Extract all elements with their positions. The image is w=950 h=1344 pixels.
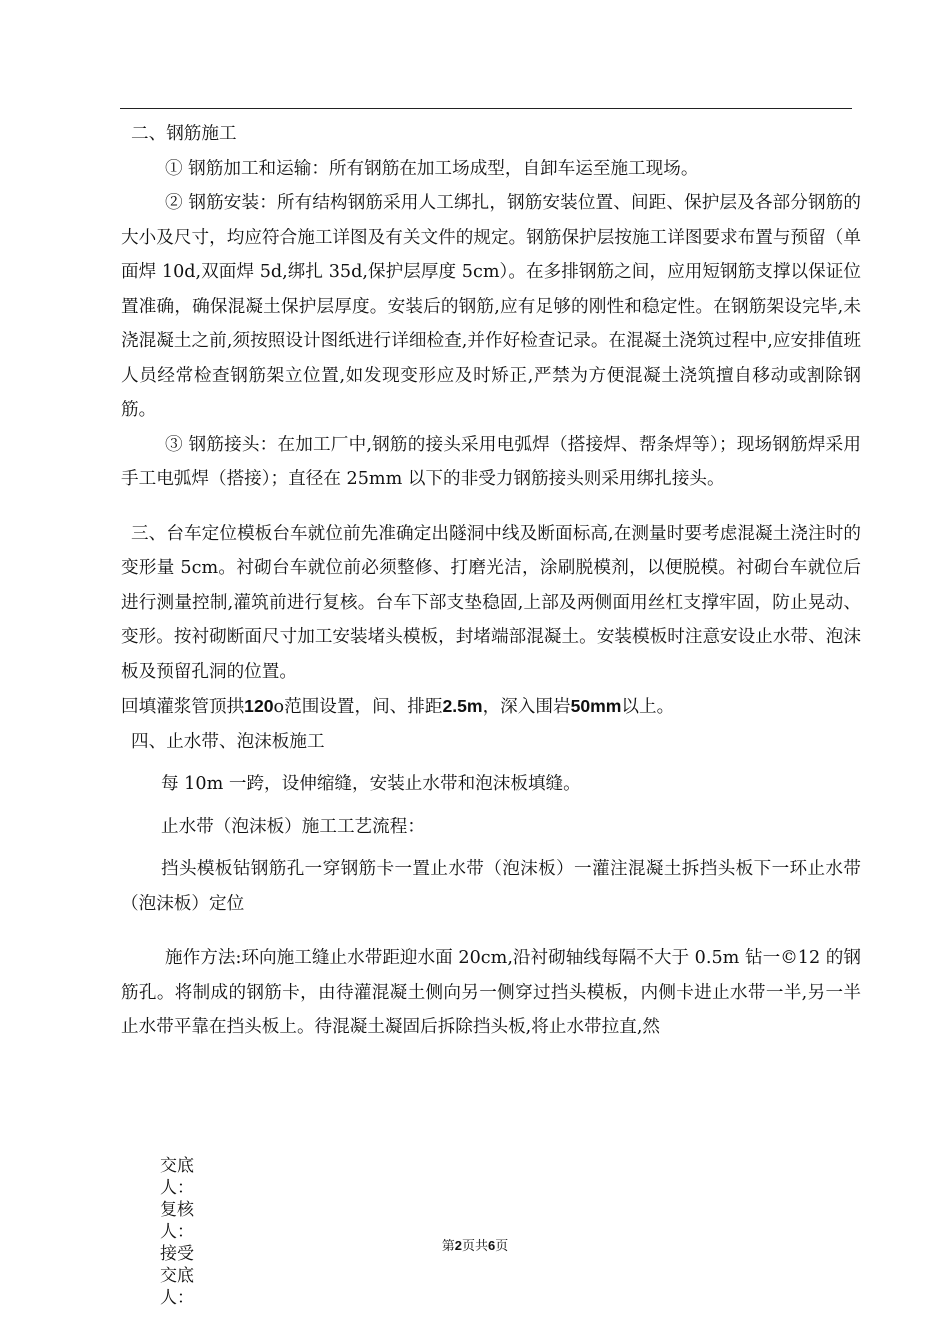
grout-mid2: ，深入围岩 [482,697,571,717]
grout-prefix: 回填灌浆管顶拱 [121,697,245,717]
page-footer [0,1237,950,1256]
grout-angle: 120 [244,696,274,716]
presenter-label: 交底人： [160,1156,194,1198]
waterstop-process-flow: 挡头模板钻钢筋孔一穿钢筋卡一置止水带（泡沫板）一灌注混凝土拆挡头板下一环止水带（泡沫板）定位 [121,859,861,914]
header-rule [120,108,852,109]
waterstop-method-paragraph: 施作方法:环向施工缝止水带距迎水面 20cm,沿衬砌轴线每隔不大于 0.5m 钻一©12 的钢筋孔。将制成的钢筋卡，由待灌混凝土侧向另一侧穿过挡头模板，内侧卡进止水带一半,另一半止水带平靠在挡头板上。待混凝土凝固后拆除挡头板,将止水带拉直,然 [121,948,861,1037]
footer-middle: 页共 [461,1239,488,1254]
trolley-positioning-paragraph: 三、台车定位模板台车就位前先准确定出隧洞中线及断面标高,在测量时要考虑混凝土浇注时的变形量 5cm。衬砌台车就位前必须整修、打磨光洁，涂刷脱模剂，以便脱模。衬砌台车就位后进行测量控制,灌筑前进行复核。台车下部支垫稳固,上部及两侧面用丝杠支撑牢固，防止晃动、变形。按衬砌断面尺寸加工安装堵头模板，封堵端部混凝土。安装模板时注意安设止水带、泡沫板及预留孔洞的位置。 [121,523,861,682]
footer-suffix: 页 [495,1239,509,1254]
footer-total-pages: 6 [488,1238,496,1253]
rebar-joint-paragraph: ③ 钢筋接头：在加工厂中,钢筋的接头采用电弧焊（搭接焊、帮条焊等）；现场钢筋焊采用手工电弧焊（搭接）；直径在 25mm 以下的非受力钢筋接头则采用绑扎接头。 [121,434,861,489]
rebar-processing-paragraph: ① 钢筋加工和运输：所有钢筋在加工场成型，自卸车运至施工现场。 [165,158,699,179]
rebar-installation-paragraph: ② 钢筋安装：所有结构钢筋采用人工绑扎，钢筋安装位置、间距、保护层及各部分钢筋的大小及尺寸，均应符合施工详图及有关文件的规定。钢筋保护层按施工详图要求布置与预留（单面焊 10d,双面焊 5d,绑扎 35d,保护层厚度 5cm）。在多排钢筋之间，应用短钢筋支撑以保证位置准确，确保混凝土保护层厚度。安装后的钢筋,应有足够的刚性和稳定性。在钢筋架设完毕,未浇混凝土之前,须按照设计图纸进行详细检查,并作好检查记录。在混凝土浇筑过程中,应安排值班人员经常检查钢筋架立位置,如发现变形应及时矫正,严禁为方便混凝土浇筑擅自移动或割除钢筋。 [121,193,861,420]
grout-depth: 50mm [570,696,622,716]
waterstop-heading: 四、止水带、泡沫板施工 [131,731,325,752]
rebar-heading: 二、钢筋施工 [131,124,237,144]
backfill-grouting-paragraph [121,689,861,725]
grout-suffix: 以上。 [621,697,675,717]
reviewer-label: 复核人： [160,1200,194,1242]
footer-prefix: 第 [441,1239,455,1254]
waterstop-process-title: 止水带（泡沫板）施工工艺流程： [161,816,425,837]
document-body [121,117,861,1045]
grout-spacing: 2.5m [442,696,483,716]
footer-page-number: 2 [454,1238,462,1253]
signature-block [160,1155,208,1309]
receiver-label: 接受交底人： [160,1244,194,1308]
grout-mid1: o范围设置，间、排距 [273,697,443,717]
waterstop-span-paragraph: 每 10m 一跨，设伸缩缝，安装止水带和泡沫板填缝。 [161,774,581,794]
